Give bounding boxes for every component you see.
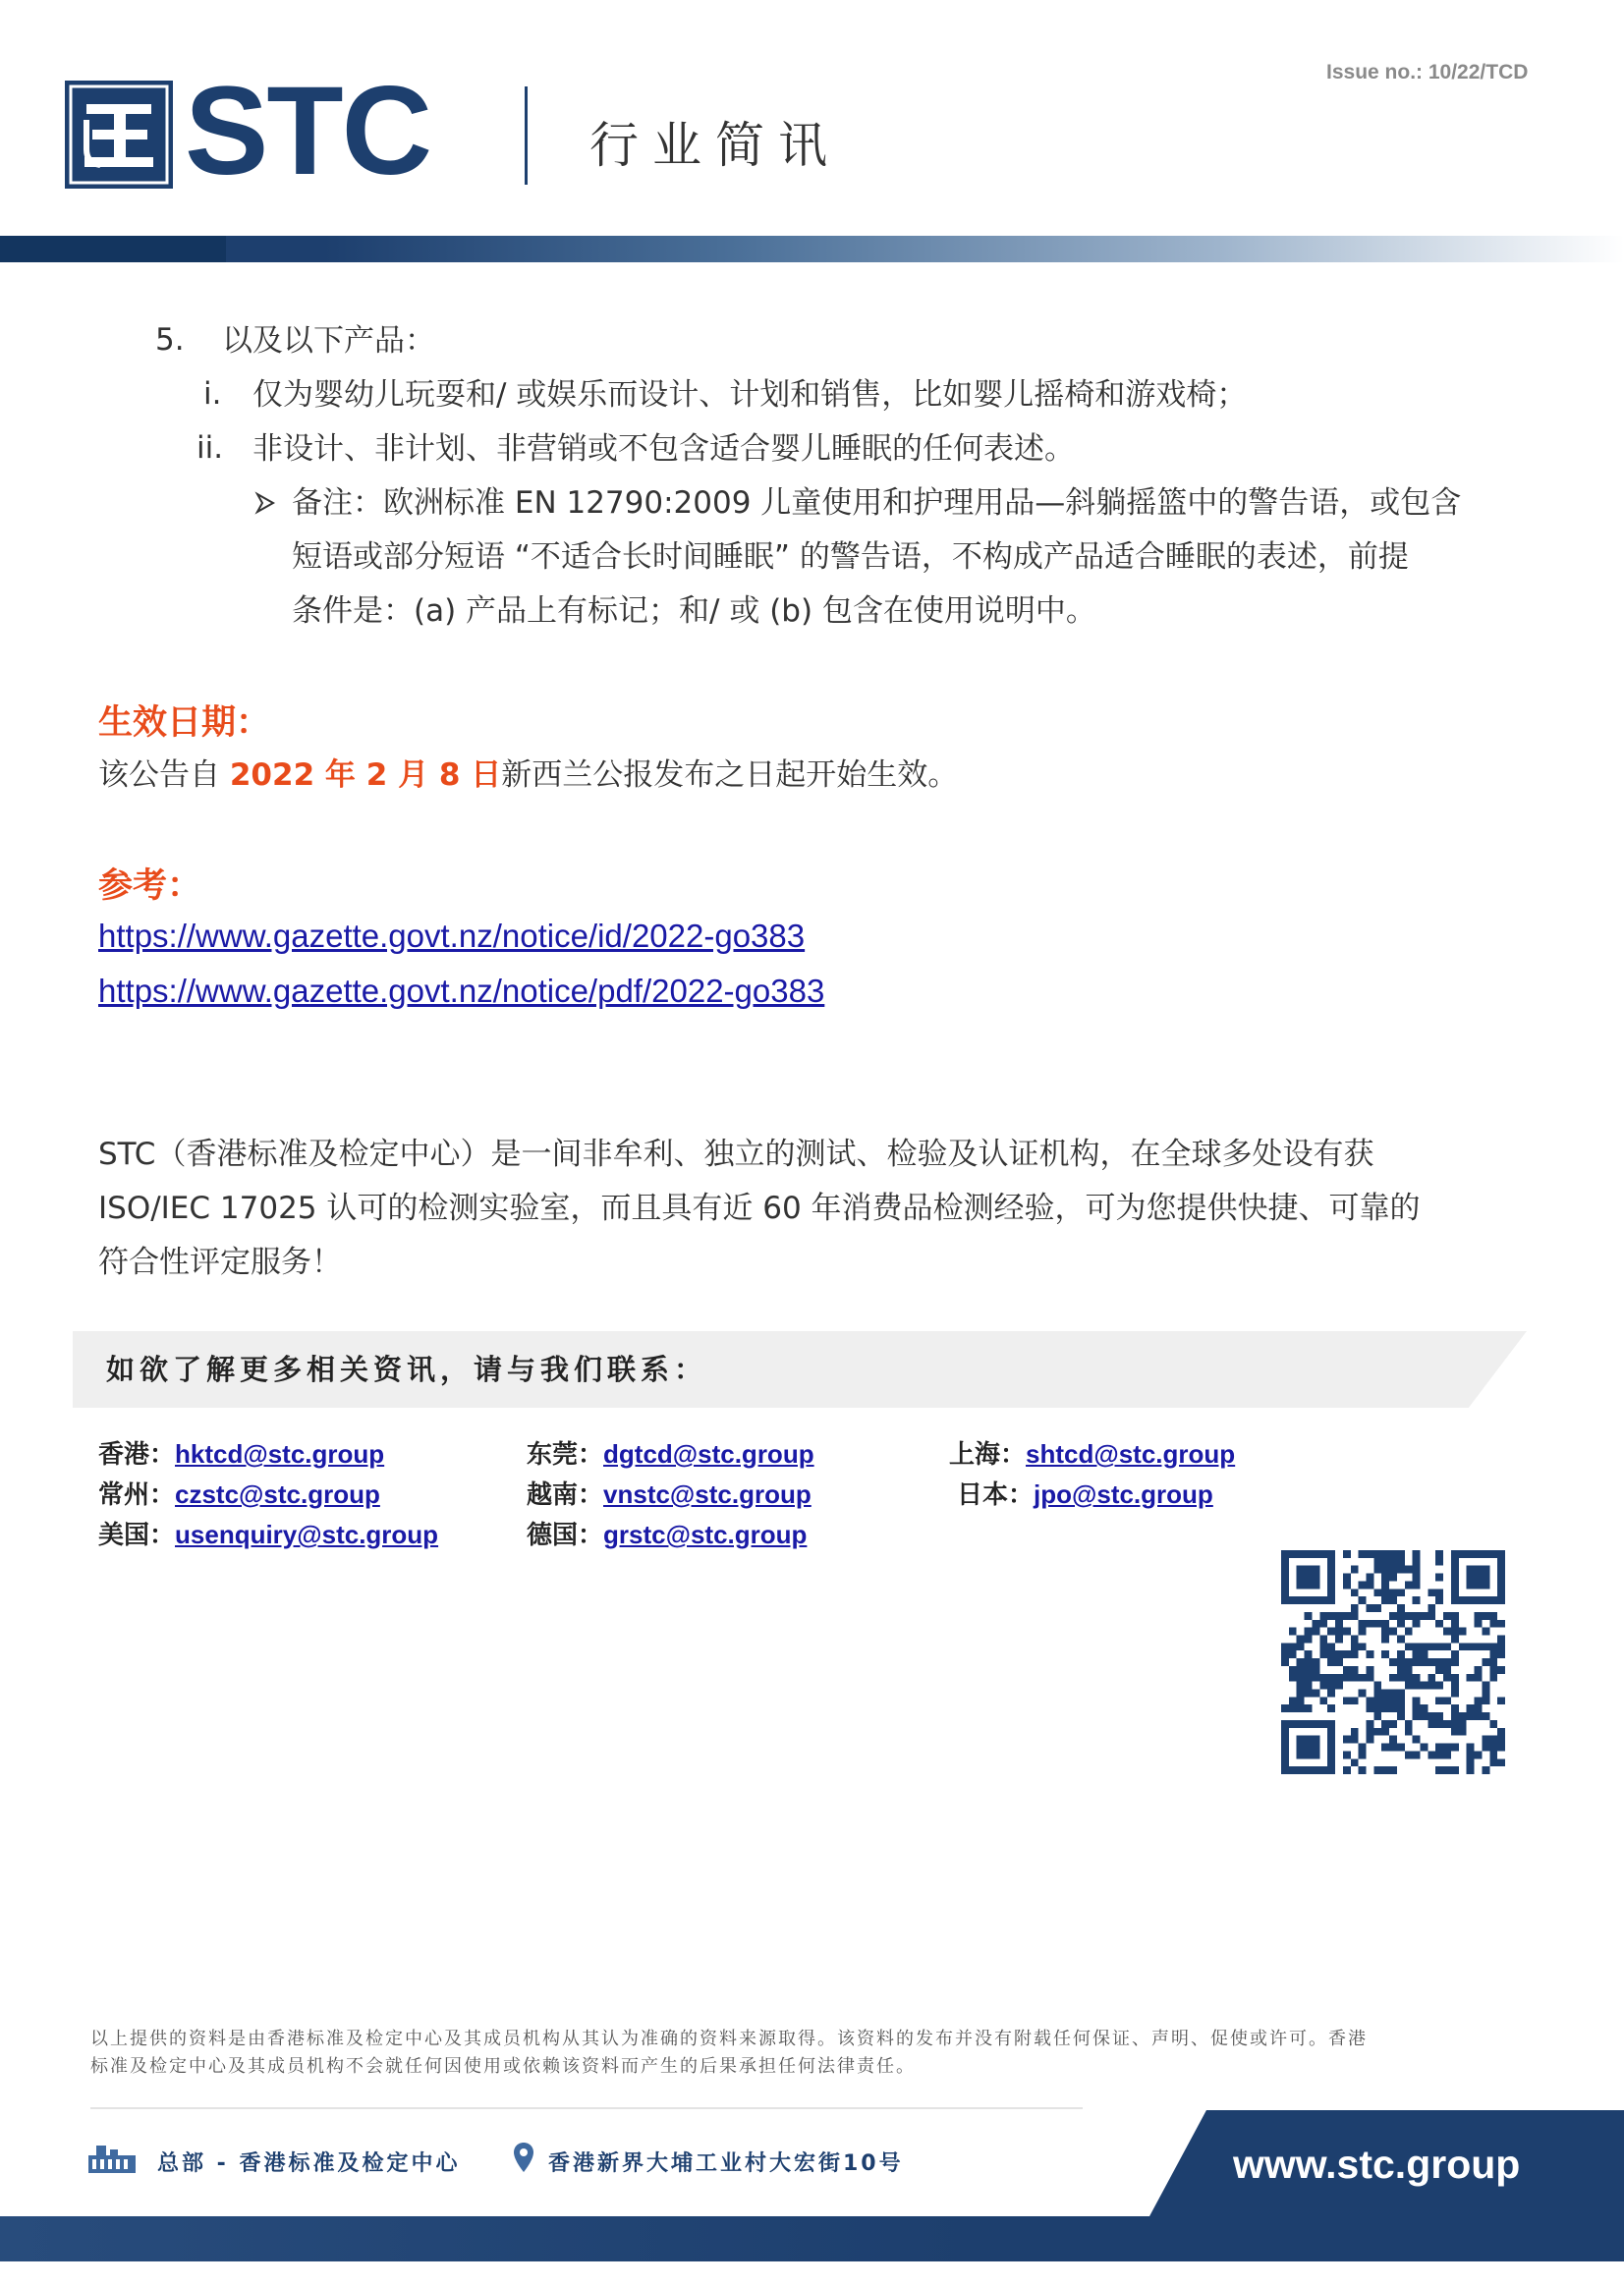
contact-email-link[interactable]: dgtcd@stc.group [603, 1439, 814, 1469]
sublist-number: i. [203, 376, 222, 412]
contact-entry [527, 1434, 814, 1471]
footer-address: 香港新界大埔工业村大宏街10号 [548, 2151, 904, 2176]
location-pin-icon [513, 2142, 534, 2177]
newsletter-title: 行业简讯 [589, 117, 841, 174]
reference-link[interactable]: https://www.gazette.govt.nz/notice/id/2022-go383 [98, 918, 806, 954]
contact-email-link[interactable]: hktcd@stc.group [175, 1439, 385, 1469]
header-divider [525, 86, 528, 185]
contact-entry [98, 1434, 384, 1471]
disclaimer [90, 2026, 1466, 2081]
about-line: STC（香港标准及检定中心）是一间非牟利、独立的测试、检验及认证机构，在全球多处设有获 [98, 1137, 1374, 1172]
effective-date-heading: 生效日期： [98, 703, 271, 743]
stc-logo-icon [65, 81, 173, 189]
sublist-text: 仅为婴幼儿玩耍和/ 或娱乐而设计、计划和销售，比如婴儿摇椅和游戏椅； [252, 377, 1248, 413]
contact-label: 德国： [527, 1521, 604, 1550]
contact-entry [98, 1515, 438, 1551]
contact-entry [949, 1434, 1235, 1471]
contact-label: 东莞： [527, 1440, 604, 1470]
list-item-number: 5. [155, 322, 185, 358]
brand-wordmark: STC [185, 61, 430, 201]
contact-entry [957, 1475, 1213, 1511]
reference-link[interactable]: https://www.gazette.govt.nz/notice/pdf/2022-go383 [98, 973, 825, 1009]
disclaimer-line: 标准及检定中心及其成员机构不会就任何因使用或依赖该资料而产生的后果承担任何法律责任。 [90, 2056, 916, 2077]
sublist-text: 非设计、非计划、非营销或不包含适合婴儿睡眠的任何表述。 [252, 431, 1075, 467]
footer-bar-shade [0, 2216, 1624, 2261]
effective-date-text [98, 749, 958, 803]
arrow-bullet-icon [253, 491, 277, 519]
effective-prefix: 该公告自 [98, 757, 230, 793]
effective-suffix: 新西兰公报发布之日起开始生效。 [501, 757, 959, 793]
contact-email-link[interactable]: czstc@stc.group [175, 1479, 380, 1509]
footer-divider [90, 2107, 1083, 2109]
contact-label: 上海： [949, 1440, 1027, 1470]
reference-heading: 参考： [98, 866, 202, 906]
contact-label: 常州： [98, 1480, 176, 1510]
note-line: 短语或部分短语 “不适合长时间睡眠” 的警告语，不构成产品适合睡眠的表述，前提 [292, 539, 1409, 575]
qr-code-icon[interactable] [1281, 1550, 1505, 1774]
contact-email-link[interactable]: vnstc@stc.group [603, 1479, 812, 1509]
contact-label: 日本： [957, 1480, 1035, 1510]
contact-title: 如欲了解更多相关资讯，请与我们联系： [106, 1353, 708, 1386]
about-line: ISO/IEC 17025 认可的检测实验室，而且具有近 60 年消费品检测经验，可为您提供快捷、可靠的 [98, 1191, 1421, 1226]
contact-label: 越南： [527, 1480, 604, 1510]
header-band [0, 236, 1624, 262]
disclaimer-line: 以上提供的资料是由香港标准及检定中心及其成员机构从其认为准确的资料来源取得。该资料的发布并没有附载任何保证、声明、促使或许可。香港 [90, 2029, 1368, 2049]
note-line: 条件是：(a) 产品上有标记；和/ 或 (b) 包含在使用说明中。 [292, 593, 1096, 629]
footer-headquarters: 总部 - 香港标准及检定中心 [157, 2151, 461, 2176]
website-link[interactable]: www.stc.group [1233, 2142, 1521, 2187]
contact-email-link[interactable]: shtcd@stc.group [1026, 1439, 1236, 1469]
contact-email-link[interactable]: jpo@stc.group [1034, 1479, 1213, 1509]
contact-entry [527, 1515, 807, 1551]
contact-email-link[interactable]: usenquiry@stc.group [175, 1520, 439, 1549]
list-item-text: 以及以下产品： [222, 323, 435, 359]
effective-date: 2022 年 2 月 8 日 [229, 757, 502, 793]
contact-label: 美国： [98, 1521, 176, 1550]
contact-entry [98, 1475, 380, 1511]
issue-number: Issue no.: 10/22/TCD [1326, 61, 1529, 84]
sublist-number: ii. [196, 430, 224, 466]
note-line: 备注：欧洲标准 EN 12790:2009 儿童使用和护理用品—斜躺摇篮中的警告语，或包含 [292, 485, 1462, 521]
about-line: 符合性评定服务！ [98, 1245, 342, 1280]
building-icon [86, 2142, 138, 2179]
header-band-accent [0, 236, 226, 262]
contact-email-link[interactable]: grstc@stc.group [603, 1520, 808, 1549]
contact-label: 香港： [98, 1440, 176, 1470]
contact-entry [527, 1475, 812, 1511]
